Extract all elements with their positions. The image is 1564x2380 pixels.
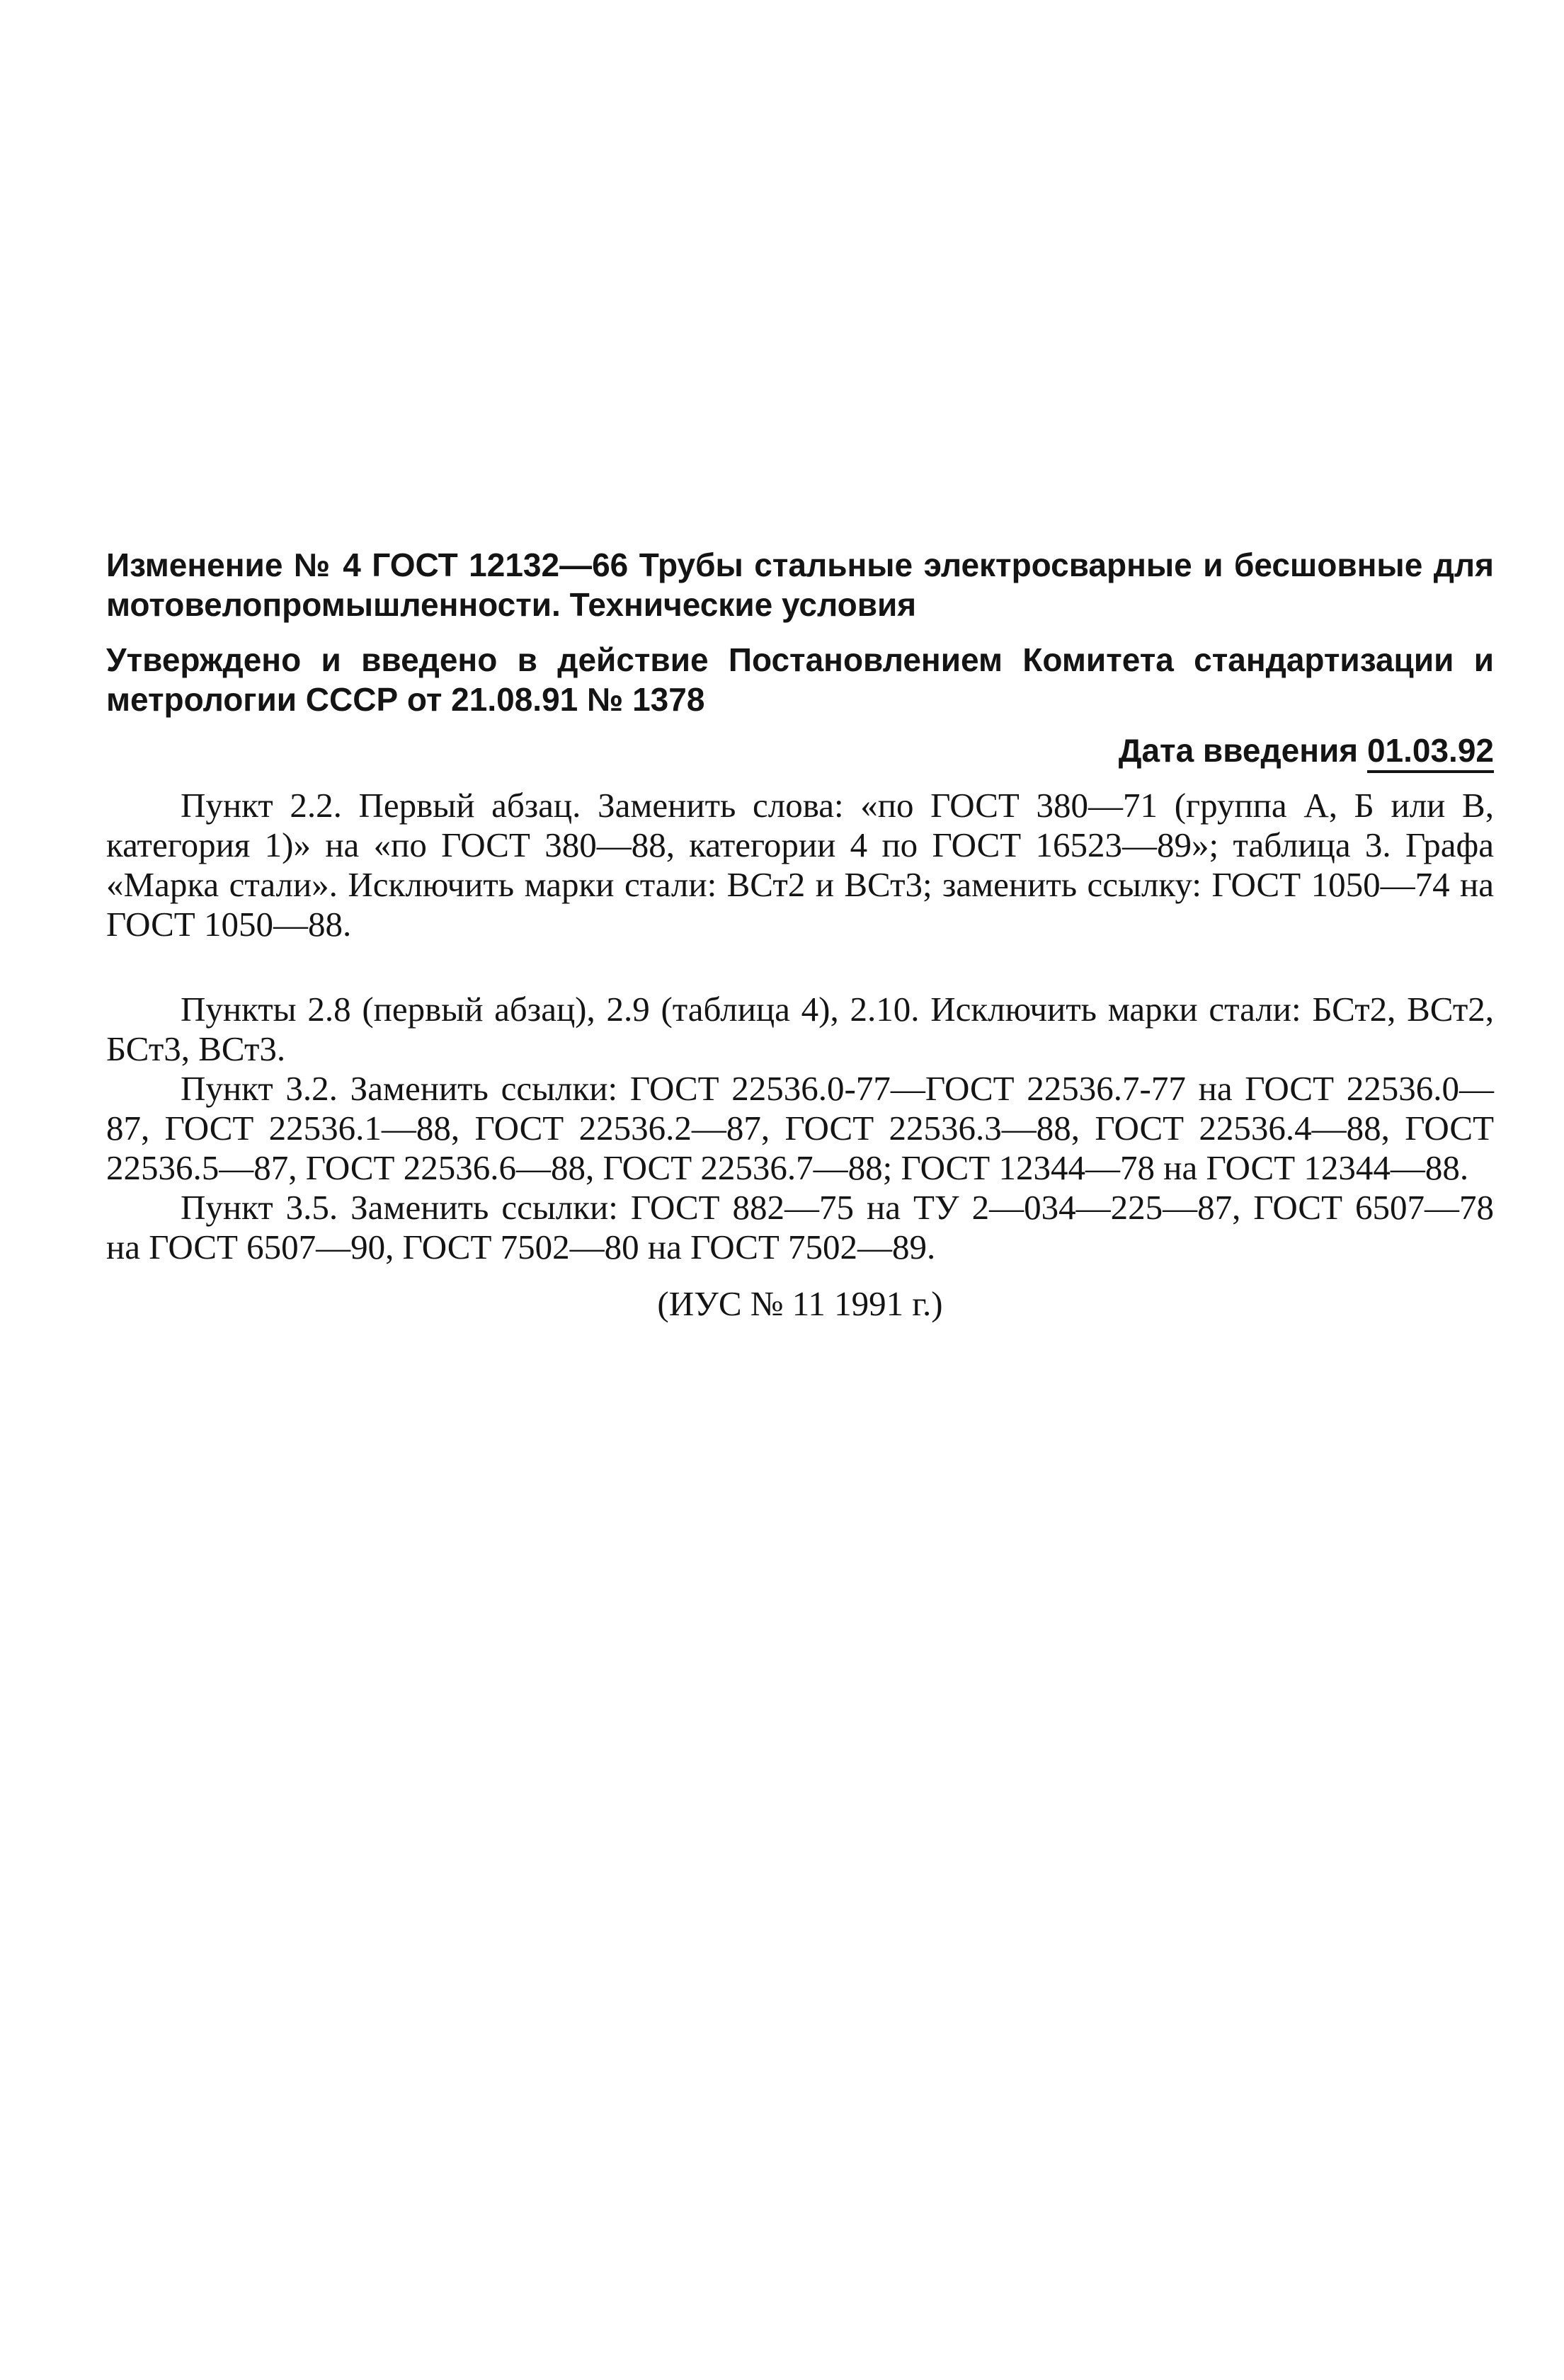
approval-statement: Утверждено и введено в действие Постановлением Комитета стандартизации и метрологии СССР от 21.08.91 № 1378 bbox=[106, 641, 1494, 718]
effective-date-value: 01.03.92 bbox=[1367, 732, 1494, 773]
paragraph-item-3-2: Пункт 3.2. Заменить ссылки: ГОСТ 22536.0-77—ГОСТ 22536.7-77 на ГОСТ 22536.0—87, ГОСТ 22536.1—88, ГОСТ 22536.2—87, ГОСТ 22536.3—88, ГОСТ 22536.4—88, ГОСТ 22536.5—87, ГОСТ 22536.6—88, ГОСТ 22536.7—88; ГОСТ 12344—78 на ГОСТ 12344—88. bbox=[106, 1069, 1494, 1187]
source-reference: (ИУС № 11 1991 г.) bbox=[657, 1284, 943, 1323]
document-body bbox=[106, 786, 1494, 1324]
paragraph-items-2-8-2-10: Пункты 2.8 (первый абзац), 2.9 (таблица 4), 2.10. Исключить марки стали: БСт2, ВСт2, БСт3, ВСт3. bbox=[106, 990, 1494, 1068]
document-header bbox=[106, 545, 1494, 770]
paragraph-item-3-5: Пункт 3.5. Заменить ссылки: ГОСТ 882—75 на ТУ 2—034—225—87, ГОСТ 6507—78 на ГОСТ 6507—90, ГОСТ 7502—80 на ГОСТ 7502—89. bbox=[106, 1188, 1494, 1266]
effective-date-label: Дата введения bbox=[1118, 732, 1359, 769]
document-title: Изменение № 4 ГОСТ 12132—66 Трубы стальные электросварные и бесшовные для мотовелопромышленности. Технические условия bbox=[106, 547, 1494, 623]
effective-date bbox=[106, 731, 1494, 770]
paragraph-item-2-2: Пункт 2.2. Первый абзац. Заменить слова: «по ГОСТ 380—71 (группа А, Б или В, категория 1)» на «по ГОСТ 380—88, категории 4 по ГОСТ 16523—89»; таблица 3. Графа «Марка стали». Исключить марки стали: ВСт2 и ВСт3; заменить ссылку: ГОСТ 1050—74 на ГОСТ 1050—88. bbox=[106, 786, 1494, 944]
